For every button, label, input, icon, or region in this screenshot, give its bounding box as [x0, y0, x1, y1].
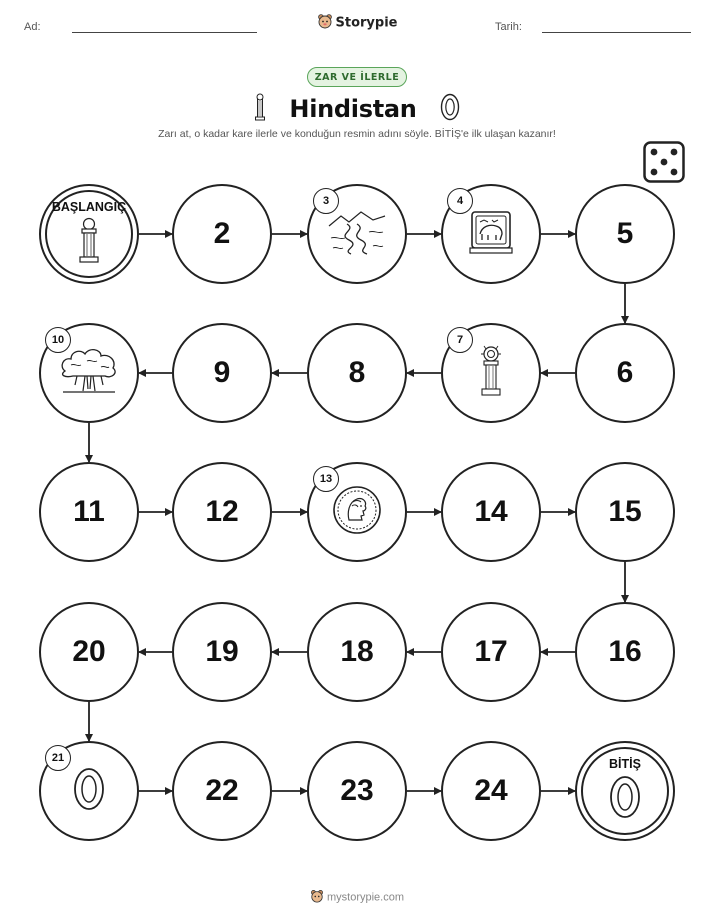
space-number: 24	[474, 774, 508, 807]
board-space-23[interactable]	[307, 741, 407, 841]
board-space-20[interactable]	[39, 602, 139, 702]
board-space-17[interactable]	[441, 602, 541, 702]
finish-label: BİTİŞ	[609, 757, 641, 771]
banyan-tree-icon	[57, 345, 121, 401]
coin-icon	[331, 484, 383, 540]
date-label: Tarih:	[495, 21, 522, 33]
finish-space[interactable]	[575, 741, 675, 841]
board-space-14[interactable]	[441, 462, 541, 562]
space-number: 14	[474, 495, 508, 528]
space-number: 6	[616, 356, 634, 389]
board-space-3[interactable]	[307, 184, 407, 284]
board-space-18[interactable]	[307, 602, 407, 702]
page-title: Hindistan	[289, 95, 417, 123]
river-icon	[327, 208, 387, 260]
footer-url[interactable]: mystorypie.com	[326, 891, 405, 904]
storypie-logo-icon	[310, 889, 324, 906]
board-space-24[interactable]	[441, 741, 541, 841]
space-number: 15	[608, 495, 642, 528]
space-number-bubble: 10	[45, 327, 71, 353]
board-space-12[interactable]	[172, 462, 272, 562]
board-space-7[interactable]	[441, 323, 541, 423]
start-label: BAŞLANGIÇ	[51, 200, 127, 214]
start-space[interactable]	[39, 184, 139, 284]
board-space-16[interactable]	[575, 602, 675, 702]
zero-icon	[608, 774, 642, 824]
space-number: 22	[205, 774, 239, 807]
instructions: Zarı at, o kadar kare ilerle ve konduğun resmin adını söyle. BİTİŞ'e ilk ulaşan kazanır!	[158, 128, 556, 140]
space-number: 12	[205, 495, 239, 528]
space-number: 17	[474, 635, 508, 668]
space-number: 5	[616, 217, 634, 250]
board-space-22[interactable]	[172, 741, 272, 841]
board-space-13[interactable]	[307, 462, 407, 562]
space-number-bubble: 7	[447, 327, 473, 353]
board-space-15[interactable]	[575, 462, 675, 562]
board-space-4[interactable]	[441, 184, 541, 284]
space-number-bubble: 3	[313, 188, 339, 214]
lion-pillar-icon	[478, 344, 504, 402]
space-number: 16	[608, 635, 642, 668]
space-number: 9	[213, 356, 231, 389]
board-space-21[interactable]	[39, 741, 139, 841]
name-label: Ad:	[24, 21, 41, 33]
zero-icon	[72, 766, 106, 816]
space-number: 8	[348, 356, 366, 389]
space-number: 23	[340, 774, 374, 807]
board-space-19[interactable]	[172, 602, 272, 702]
space-number: 18	[340, 635, 374, 668]
activity-badge: ZAR VE İLERLE	[307, 67, 407, 87]
board-space-5[interactable]	[575, 184, 675, 284]
board-space-8[interactable]	[307, 323, 407, 423]
space-number-bubble: 21	[45, 745, 71, 771]
board-space-2[interactable]	[172, 184, 272, 284]
space-number-bubble: 13	[313, 466, 339, 492]
footer	[0, 889, 714, 906]
space-number: 19	[205, 635, 239, 668]
space-number-bubble: 4	[447, 188, 473, 214]
brand-name: Storypie	[335, 15, 398, 31]
space-number: 2	[213, 217, 231, 250]
space-number: 11	[73, 495, 105, 528]
seal-icon	[466, 208, 516, 260]
pillar-icon	[78, 216, 100, 268]
board-space-10[interactable]	[39, 323, 139, 423]
board-space-6[interactable]	[575, 323, 675, 423]
board-space-11[interactable]	[39, 462, 139, 562]
board-space-9[interactable]	[172, 323, 272, 423]
space-number: 20	[72, 635, 106, 668]
